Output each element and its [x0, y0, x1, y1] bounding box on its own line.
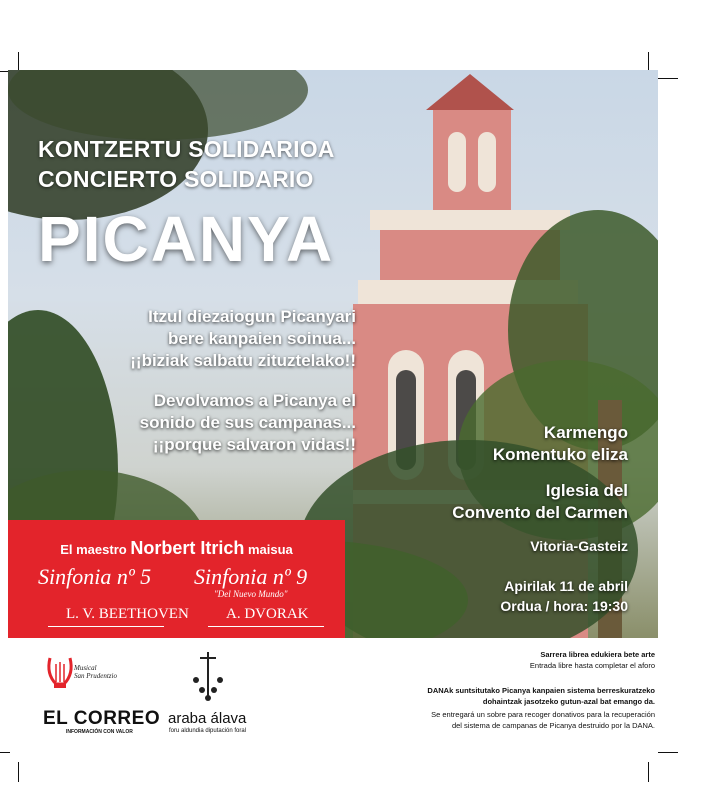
- lyre-icon: [44, 654, 76, 690]
- text-line: Devolvamos a Picanya el: [153, 391, 356, 410]
- conductor-prefix: El maestro: [60, 542, 127, 557]
- text-line: Iglesia del: [545, 481, 628, 500]
- music-logo-text: [74, 664, 117, 680]
- event-date: Apirilak 11 de abril: [504, 578, 628, 594]
- donation-spanish-2: del sistema de campanas de Picanya destruido por la DANA.: [451, 721, 655, 730]
- work-1: Sinfonia nº 5: [38, 564, 152, 589]
- text-line: Musical: [74, 664, 97, 672]
- program-box: [8, 520, 345, 638]
- work-2: Sinfonia nº 9: [194, 564, 308, 589]
- text-line: sonido de sus campanas...: [139, 413, 356, 432]
- entry-basque: Sarrera librea edukiera bete arte: [540, 650, 655, 659]
- crop-mark: [0, 752, 10, 753]
- event-time: Ordua / hora: 19:30: [500, 598, 628, 614]
- venue-spanish: [452, 480, 628, 524]
- divider: [48, 626, 164, 627]
- text-line: Karmengo: [543, 423, 628, 442]
- conductor-name: Norbert Itrich: [130, 538, 245, 558]
- text-line: ¡¡porque salvaron vidas!!: [152, 435, 356, 454]
- basque-message: [130, 306, 356, 372]
- text-line: ¡¡biziak salbatu zituztelako!!: [130, 351, 356, 370]
- araba-tagline: foru aldundia diputación foral: [169, 728, 247, 734]
- crop-mark: [658, 752, 678, 753]
- crop-mark: [18, 52, 19, 72]
- heading-basque: KONTZERTU SOLIDARIOA: [38, 136, 335, 162]
- composer-1: L. V. BEETHOVEN: [66, 606, 189, 622]
- crop-mark: [648, 52, 649, 72]
- venue-city: Vitoria-Gasteiz: [530, 538, 628, 554]
- text-line: Itzul diezaiogun Picanyari: [148, 307, 356, 326]
- work-2-subtitle: "Del Nuevo Mundo": [214, 589, 288, 599]
- crop-mark: [648, 762, 649, 782]
- venue-basque: [493, 422, 628, 466]
- divider: [208, 626, 324, 627]
- text-line: San Prudentzio: [74, 672, 117, 680]
- cross-emblem-icon: [188, 650, 228, 706]
- conductor-suffix: maisua: [247, 542, 293, 557]
- composer-2: A. DVORAK: [226, 606, 309, 622]
- donation-basque-1: DANAk suntsitutako Picanya kanpaien sistema berreskuratzeko: [427, 686, 655, 695]
- entry-spanish: Entrada libre hasta completar el aforo: [529, 661, 655, 670]
- crop-mark: [18, 762, 19, 782]
- elcorreo-logo: EL CORREO: [43, 708, 161, 729]
- page-title: PICANYA: [38, 203, 335, 275]
- donation-spanish-1: Se entregará un sobre para recoger donativos para la recuperación: [431, 710, 655, 719]
- spanish-message: [140, 390, 356, 456]
- araba-logo: araba álava: [168, 710, 247, 727]
- crop-mark: [658, 78, 678, 79]
- conductor-line: [8, 538, 345, 559]
- text-line: Komentuko eliza: [492, 445, 628, 464]
- text-line: bere kanpaien soinua...: [167, 329, 356, 348]
- donation-basque-2: dohaintzak jasotzeko gutun-azal bat emango da.: [482, 697, 655, 706]
- text-line: Convento del Carmen: [452, 503, 628, 522]
- elcorreo-tagline: INFORMACIÓN CON VALOR: [66, 729, 133, 735]
- heading-spanish: CONCIERTO SOLIDARIO: [38, 166, 314, 192]
